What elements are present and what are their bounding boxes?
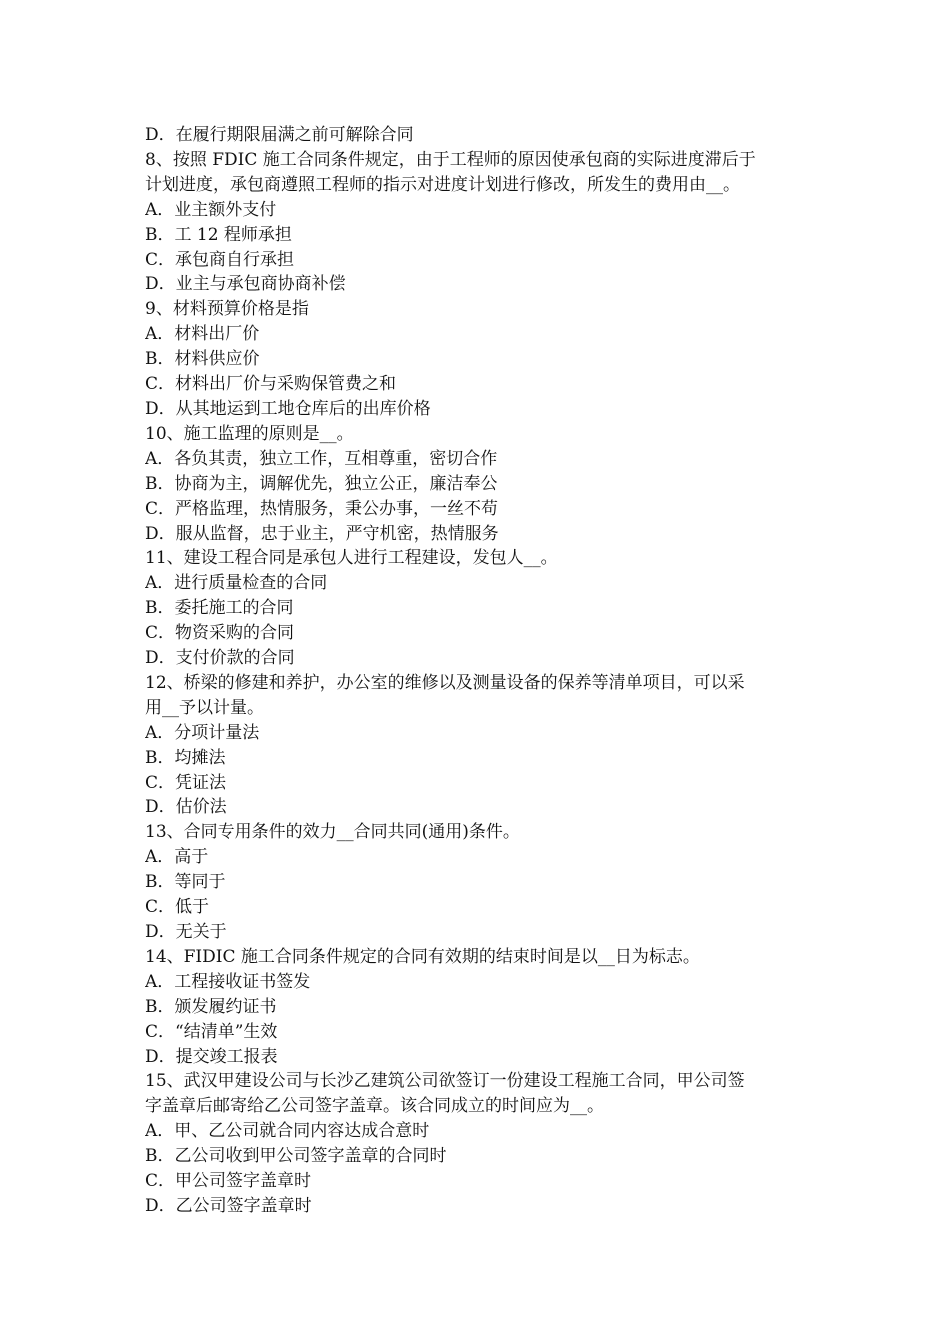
- text-line: D．提交竣工报表: [145, 1046, 278, 1067]
- text-line: D．估价法: [145, 797, 227, 818]
- text-line: A．分项计量法: [145, 722, 260, 743]
- text-line: B．工 12 程师承担: [145, 224, 292, 245]
- text-line: B．委托施工的合同: [145, 598, 294, 619]
- text-line: D．支付价款的合同: [145, 648, 295, 669]
- text-line: C．低于: [145, 897, 210, 918]
- text-line: A．高于: [145, 847, 209, 868]
- text-line: C．严格监理，热情服务，秉公办事，一丝不苟: [145, 498, 499, 519]
- text-line: A．进行质量检查的合同: [145, 573, 328, 594]
- text-line: D．业主与承包商协商补偿: [145, 274, 346, 295]
- text-line: D．服从监督，忠于业主，严守机密，热情服务: [145, 523, 499, 544]
- text-line: D．乙公司签字盖章时: [145, 1195, 312, 1216]
- text-line: B．颁发履约证书: [145, 996, 277, 1017]
- text-line: D．无关于: [145, 922, 227, 942]
- text-line: D．从其地运到工地仓库后的出库价格: [145, 398, 431, 419]
- text-line: 13、合同专用条件的效力__合同共同(通用)条件。: [145, 822, 520, 843]
- text-line: 9、材料预算价格是指: [145, 299, 309, 320]
- text-line: 8、按照 FDIC 施工合同条件规定，由于工程师的原因使承包商的实际进度滞后于: [145, 149, 756, 170]
- text-line: C．“结清单”生效: [145, 1021, 278, 1042]
- text-line: B．材料供应价: [145, 349, 260, 370]
- text-line: 用__予以计量。: [145, 697, 264, 718]
- text-line: B．均摊法: [145, 747, 226, 768]
- text-line: C．凭证法: [145, 772, 227, 793]
- document-body: [145, 123, 810, 1219]
- text-line: A．业主额外支付: [145, 199, 277, 220]
- text-line: 14、FIDIC 施工合同条件规定的合同有效期的结束时间是以__日为标志。: [145, 946, 700, 967]
- text-line: 15、武汉甲建设公司与长沙乙建筑公司欲签订一份建设工程施工合同，甲公司签: [145, 1071, 745, 1092]
- text-line: B．等同于: [145, 872, 226, 893]
- text-line: 11、建设工程合同是承包人进行工程建设，发包人__。: [145, 548, 558, 569]
- text-line: B．乙公司收到甲公司签字盖章的合同时: [145, 1146, 447, 1167]
- text-line: 10、施工监理的原则是__。: [145, 423, 354, 444]
- text-line: A．甲、乙公司就合同内容达成合意时: [145, 1121, 430, 1142]
- text-line: A．各负其责，独立工作，互相尊重，密切合作: [145, 448, 498, 469]
- text-line: B．协商为主，调解优先，独立公正，廉洁奉公: [145, 473, 498, 494]
- text-line: C．甲公司签字盖章时: [145, 1171, 312, 1192]
- text-line: C．材料出厂价与采购保管费之和: [145, 374, 397, 395]
- text-line: 计划进度，承包商遵照工程师的指示对进度计划进行修改，所发生的费用由__。: [145, 174, 740, 195]
- text-line: A．工程接收证书签发: [145, 971, 311, 992]
- text-line: D．在履行期限届满之前可解除合同: [145, 125, 414, 145]
- text-line: C．物资采购的合同: [145, 623, 295, 644]
- text-line: C．承包商自行承担: [145, 249, 295, 270]
- text-line: 12、桥梁的修建和养护，办公室的维修以及测量设备的保养等清单项目，可以采: [145, 672, 745, 693]
- text-line: A．材料出厂价: [145, 324, 260, 345]
- text-line: 字盖章后邮寄给乙公司签字盖章。该合同成立的时间应为__。: [145, 1096, 604, 1117]
